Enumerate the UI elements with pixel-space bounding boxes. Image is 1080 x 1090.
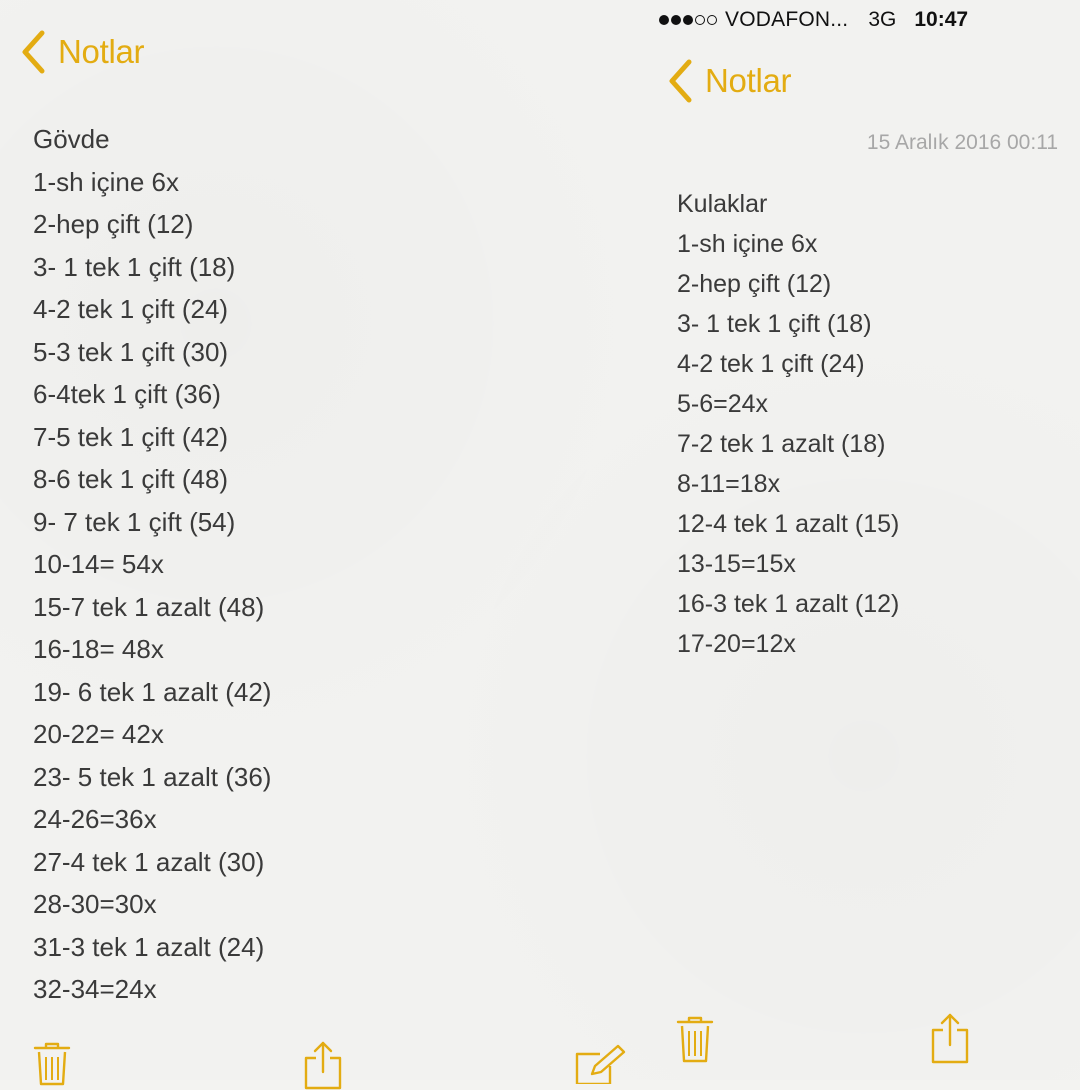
note-line: 23- 5 tek 1 azalt (36) — [33, 761, 272, 792]
note-line: 7-5 tek 1 çift (42) — [33, 421, 229, 452]
note-body[interactable] — [33, 118, 271, 1011]
share-button[interactable] — [929, 1012, 971, 1064]
note-line: 5-3 tek 1 çift (30) — [33, 336, 229, 367]
chevron-left-icon — [667, 59, 693, 103]
note-line: 6-4tek 1 çift (36) — [33, 379, 221, 409]
signal-dot-empty — [707, 15, 717, 25]
note-line: 5-6=24x — [677, 390, 769, 418]
status-bar — [659, 6, 1080, 34]
trash-button[interactable] — [32, 1040, 72, 1086]
note-date: 15 Aralık 2016 00:11 — [866, 131, 1058, 154]
note-line: 4-2 tek 1 çift (24) — [33, 294, 229, 324]
note-line: 2-hep çift (12) — [33, 209, 194, 239]
note-line: 3- 1 tek 1 çift (18) — [677, 310, 872, 338]
note-line: 16-18= 48x — [33, 634, 164, 664]
compose-button[interactable] — [574, 1044, 626, 1084]
trash-button[interactable] — [675, 1014, 715, 1064]
note-line: 2-hep çift (12) — [677, 270, 832, 298]
note-line: 16-3 tek 1 azalt (12) — [677, 590, 900, 618]
status-time: 10:47 — [914, 8, 969, 31]
network-type: 3G — [868, 8, 897, 31]
note-line: 24-26=36x — [33, 804, 157, 834]
note-line: 10-14= 54x — [33, 549, 164, 579]
note-line: 13-15=15x — [677, 550, 796, 578]
note-line: 28-30=30x — [33, 889, 157, 919]
note-line: 9- 7 tek 1 çift (54) — [33, 506, 236, 537]
trash-icon — [32, 1040, 72, 1086]
signal-dot-filled — [671, 15, 681, 25]
trash-icon — [675, 1014, 715, 1064]
notes-back-button[interactable] — [667, 59, 791, 103]
note-line: 17-20=12x — [677, 630, 796, 658]
note-line: 3- 1 tek 1 çift (18) — [33, 251, 236, 282]
note-title: Kulaklar — [677, 190, 768, 218]
share-button[interactable] — [302, 1040, 344, 1090]
notes-back-button[interactable] — [20, 30, 144, 74]
note-line: 1-sh içine 6x — [677, 230, 818, 258]
signal-dot-filled — [683, 15, 693, 25]
note-line: 32-34=24x — [33, 974, 157, 1004]
note-line: 8-6 tek 1 çift (48) — [33, 464, 229, 494]
note-line: 27-4 tek 1 azalt (30) — [33, 846, 265, 877]
signal-dot-filled — [659, 15, 669, 25]
note-line: 15-7 tek 1 azalt (48) — [33, 591, 265, 622]
note-line: 12-4 tek 1 azalt (15) — [677, 510, 900, 538]
note-line: 7-2 tek 1 azalt (18) — [677, 430, 886, 458]
note-line: 19- 6 tek 1 azalt (42) — [33, 676, 272, 707]
note-line: 4-2 tek 1 çift (24) — [677, 350, 865, 378]
compose-icon — [574, 1044, 626, 1084]
back-button-label: Notlar — [705, 62, 792, 99]
note-title: Gövde — [33, 124, 110, 154]
signal-dot-empty — [695, 15, 705, 25]
share-icon — [302, 1040, 344, 1090]
note-line: 20-22= 42x — [33, 719, 164, 749]
share-icon — [929, 1012, 971, 1064]
note-line: 31-3 tek 1 azalt (24) — [33, 931, 265, 962]
chevron-left-icon — [20, 30, 46, 74]
carrier-name: VODAFON... — [725, 8, 849, 31]
right-note-pane — [645, 0, 1080, 1080]
signal-strength-icon — [659, 15, 717, 25]
note-line: 1-sh içine 6x — [33, 166, 179, 197]
back-button-label: Notlar — [58, 33, 145, 70]
note-body[interactable] — [677, 184, 899, 664]
note-line: 8-11=18x — [677, 470, 781, 498]
